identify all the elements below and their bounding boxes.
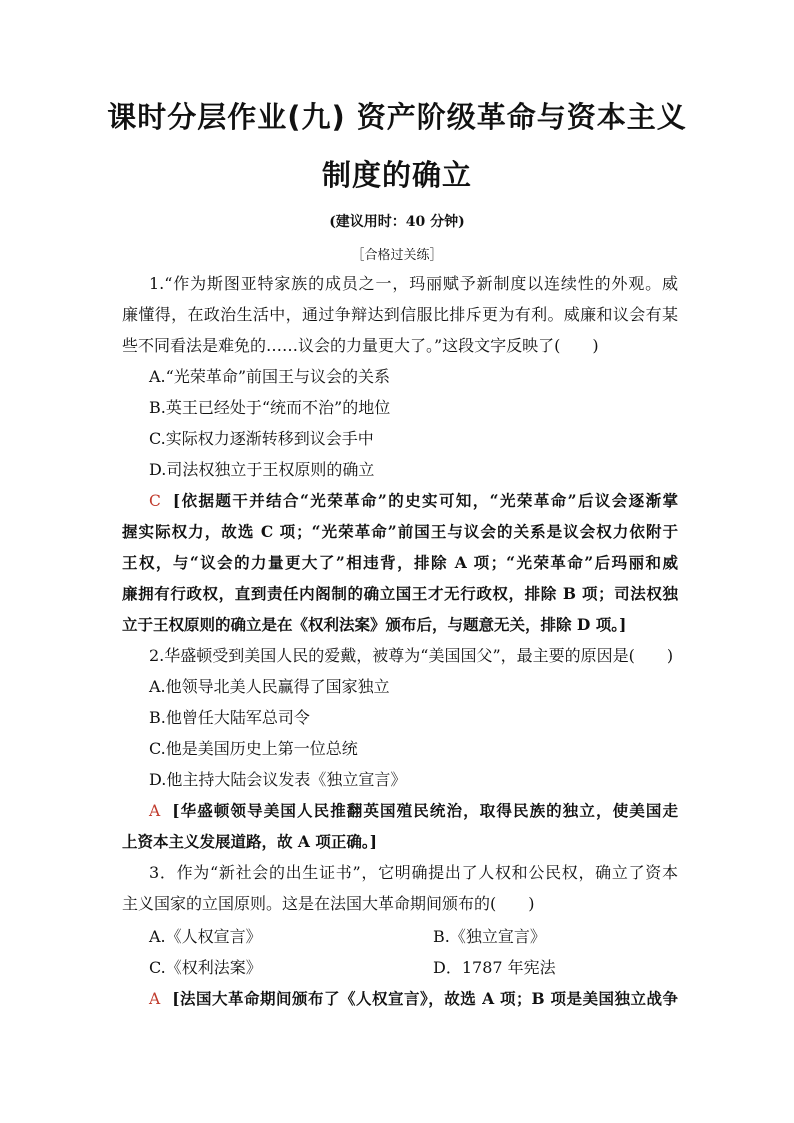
q3-option-a: A.《人权宣言》 (149, 927, 262, 946)
q3-stem-line2: 主义国家的立国原则。这是在法国大革命期间颁布的( ) (122, 894, 535, 913)
q3-answer-letter: A (149, 990, 161, 1008)
q1-option-d: D.司法权独立于王权原则的确立 (149, 460, 375, 479)
q3-explanation-line1: [法国大革命期间颁布了《人权宣言》，故选 A 项；B 项是美国独立战争 (172, 989, 678, 1008)
section-label: ［合格过关练］ (351, 248, 443, 263)
q1-explanation-line2: 握实际权力，故选 C 项；“光荣革命”前国王与议会的关系是议会权力依附于 (122, 522, 678, 541)
q1-explanation-line4: 廉拥有行政权，直到责任内阁制的确立国王才无行政权，排除 B 项；司法权独 (122, 584, 678, 603)
q1-option-b: B.英王已经处于“统而不治”的地位 (149, 398, 391, 417)
q1-option-c: C.实际权力逐渐转移到议会手中 (149, 429, 374, 448)
q2-option-c: C.他是美国历史上第一位总统 (149, 739, 358, 758)
q2-answer-line1 (149, 801, 678, 821)
q2-stem: 2.华盛顿受到美国人民的爱戴，被尊为“美国国父”，最主要的原因是( ) (149, 646, 674, 665)
time-note: (建议用时：40 分钟) (329, 214, 465, 230)
q3-stem-line1: 3．作为“新社会的出生证书”，它明确提出了人权和公民权，确立了资本 (149, 863, 678, 882)
q2-option-a: A.他领导北美人民赢得了国家独立 (149, 677, 390, 696)
q2-explanation-line1: [华盛顿领导美国人民推翻英国殖民统治，取得民族的独立，使美国走 (172, 801, 678, 820)
q1-stem-line3: 些不同看法是难免的……议会的力量更大了。”这段文字反映了( ) (122, 336, 599, 355)
q1-stem-line1: 1.“作为斯图亚特家族的成员之一，玛丽赋予新制度以连续性的外观。威 (149, 274, 678, 293)
q3-answer-line1 (149, 989, 678, 1009)
q1-explanation-line1: [依据题干并结合“光荣革命”的史实可知，“光荣革命”后议会逐渐掌 (172, 491, 678, 510)
q3-option-d: D．1787 年宪法 (433, 958, 556, 977)
q1-explanation-line3: 王权，与“议会的力量更大了”相违背，排除 A 项；“光荣革命”后玛丽和威 (122, 553, 678, 572)
q3-option-b: B.《独立宣言》 (433, 927, 546, 946)
q2-option-b: B.他曾任大陆军总司令 (149, 708, 310, 727)
q1-explanation-line5: 立于王权原则的确立是在《权利法案》颁布后，与题意无关，排除 D 项。] (122, 615, 627, 634)
q1-answer-letter: C (149, 492, 161, 510)
q1-answer-line1 (149, 491, 678, 511)
q1-option-a: A.“光荣革命”前国王与议会的关系 (149, 367, 391, 386)
page-title-line2: 制度的确立 (321, 158, 472, 192)
q2-explanation-line2: 上资本主义发展道路，故 A 项正确。] (122, 832, 377, 851)
q2-answer-letter: A (149, 802, 161, 820)
q1-stem-line2: 廉懂得，在政治生活中，通过争辩达到信服比排斥更为有利。威廉和议会有某 (122, 305, 678, 324)
q2-option-d: D.他主持大陆会议发表《独立宣言》 (149, 770, 407, 789)
q3-option-c: C.《权利法案》 (149, 958, 262, 977)
page-title-line1: 课时分层作业(九) 资产阶级革命与资本主义 (107, 100, 687, 134)
